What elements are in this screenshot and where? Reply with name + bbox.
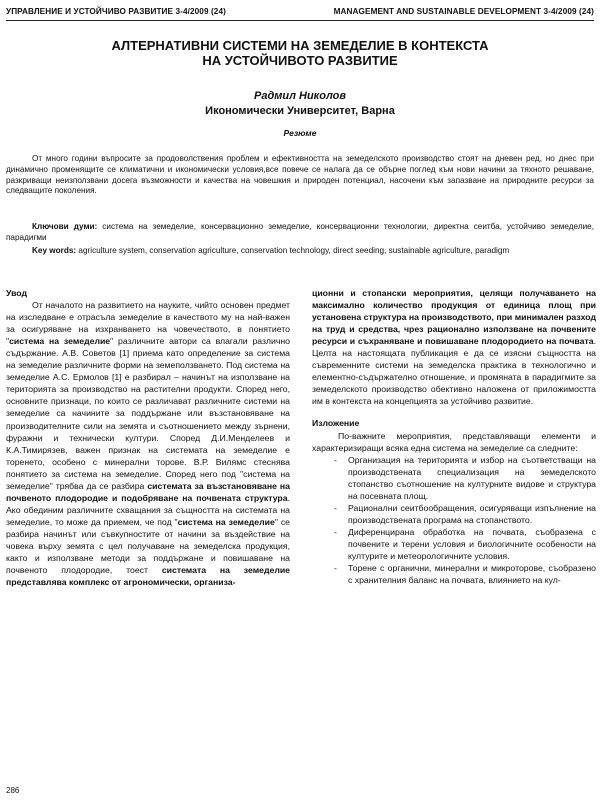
list-item: - Рационални сеитбообращения, осигуряващи изпълнение на производствената програма на стопанството.	[312, 502, 596, 526]
keywords-bg-label: Ключови думи:	[32, 222, 98, 231]
abstract-heading: Резюме	[283, 128, 317, 138]
header-right: MANAGEMENT AND SUSTAINABLE DEVELOPMENT 3-4/2009 (24)	[333, 6, 594, 16]
page-number: 286	[6, 786, 20, 795]
continuation-text-b: . Целта на настоящата публикация е да се изясни същността на съвременните системи на земеделска практика в технологично и елементно-съдържателно отношение, и промяната в парадигмите за земеделското производство обективно наложена от приложимостта им в контекста на концепцията за устойчиво развитие.	[312, 336, 596, 407]
intro-paragraph	[6, 299, 290, 588]
keywords-en-label: Key words:	[32, 246, 77, 255]
measures-list	[312, 454, 596, 587]
keywords-bg-text: система на земеделие, консервационно земеделие, консервационни технологии, директна сеитба, устойчиво земеделие, парадигми	[6, 222, 594, 242]
exposition-paragraph: По-важните мероприятия, представляващи елементи и характеризиращи всяка една система на земеделие са следните:	[312, 430, 596, 453]
section-heading-intro: Увод	[6, 288, 28, 298]
abstract-text: От много години въпросите за продоволствения проблем и ефективността на земеделското производство стоят на дневен ред, но днес при динамично променящите се климатични и икономически условия,все повече се налага да се обърне поглед към нови начини за тяхното решаване, разкриващи неизползвани досега възможности и качества на човешкия и природен потенциал, насочени към запазване на природните ресурси за следващите поколения.	[6, 154, 594, 196]
intro-text-e: . Ако обединим различните схващания за същността на системата на земеделие, то може да приемем, че под "	[6, 492, 290, 527]
keywords-en-text: agriculture system, conservation agriculture, conservation technology, direct seeding, sustainable agriculture, paradigm	[76, 246, 510, 255]
intro-bold-d: системата за възстановяване на почвеното плодородие и подобряване на почвената структура	[6, 480, 291, 503]
intro-continuation	[312, 287, 596, 407]
intro-text-a: От началото на развитието на науките, чийто основен предмет на изследване е отрасъла земеделие в качеството му на най-важен за осигуряване на изхранването на човечеството, в понятието "	[6, 300, 290, 347]
right-column	[312, 287, 596, 586]
keywords-en	[6, 246, 594, 257]
keywords-bg	[6, 222, 594, 244]
running-header	[6, 4, 594, 21]
section-heading-exposition: Изложение	[312, 418, 360, 429]
header-left: УПРАВЛЕНИЕ И УСТОЙЧИВО РАЗВИТИЕ 3-4/2009 (24)	[6, 6, 226, 16]
intro-text-c: " различните автори са влагали различно съдържание. А.В. Советов [1] приема като определение за система на земеделие различните форми на земеползването. Под система на земеделие А.С. Ермолов [1] е разбирал – начинът на използване на територията за производство на растителни продукти. Според него, основните признаци, по които се различават различните системи на земеделие са начините за поддържане или възстановяване на производителните сили на земята и съотношението между зърнени, фуражни и технически култури. Според Д.И.Менделеев и К.А.Тимирязев, важен признак на системата на земеделие е торенето, особено с минерални торове. В.Р. Вилямс стеснява понятието за система на земеделие. Според него под "система на земеделие" трябва да се разбира	[6, 336, 290, 491]
intro-text-g: " се разбира начинът или съвкупностите от начини за въздействие на човека върху земята с цел получаване на земеделска продукция, както и използване методи за поддържане и повишаване на почвеното плодородие, тоест	[6, 516, 290, 576]
list-item: - Диференцирана обработка на почвата, съобразена с почвените и терени условия и биологичните особености на културите и метеорологичните условия.	[312, 526, 596, 562]
paper-title	[0, 38, 600, 68]
author-affiliation: Икономически Университет, Варна	[205, 105, 395, 117]
list-item: - Организация на територията и избор на съответстващи на производствената специализация на земеделското стопанство съотношение на културните видове и структура на посевната площ.	[312, 454, 596, 502]
list-item: - Торене с органични, минерални и микроторове, съобразено с хранителния баланс на почвата, влиянието на кул-	[312, 562, 596, 586]
intro-bold-h: системата на земеделие представлява комплекс от агрономически, организа-	[6, 565, 291, 588]
author-name: Радмил Николов	[253, 90, 347, 102]
intro-bold-b: система на земеделие	[9, 336, 111, 347]
continuation-bold-a: ционни и стопански мероприятия, целящи получаването на максимално количество продукция от единица площ при установена структура на производството, при минимален разход на труд и средства, чрез рационално използване на почвените ресурси и съхраняване и повишаване плодородието на почвата	[312, 288, 596, 347]
title-line-2: НА УСТОЙЧИВОТО РАЗВИТИЕ	[202, 53, 398, 68]
intro-bold-f: система на земеделие	[177, 516, 275, 527]
title-line-1: АЛТЕРНАТИВНИ СИСТЕМИ НА ЗЕМЕДЕЛИЕ В КОНТЕКСТА	[111, 38, 489, 53]
left-column	[6, 287, 290, 588]
